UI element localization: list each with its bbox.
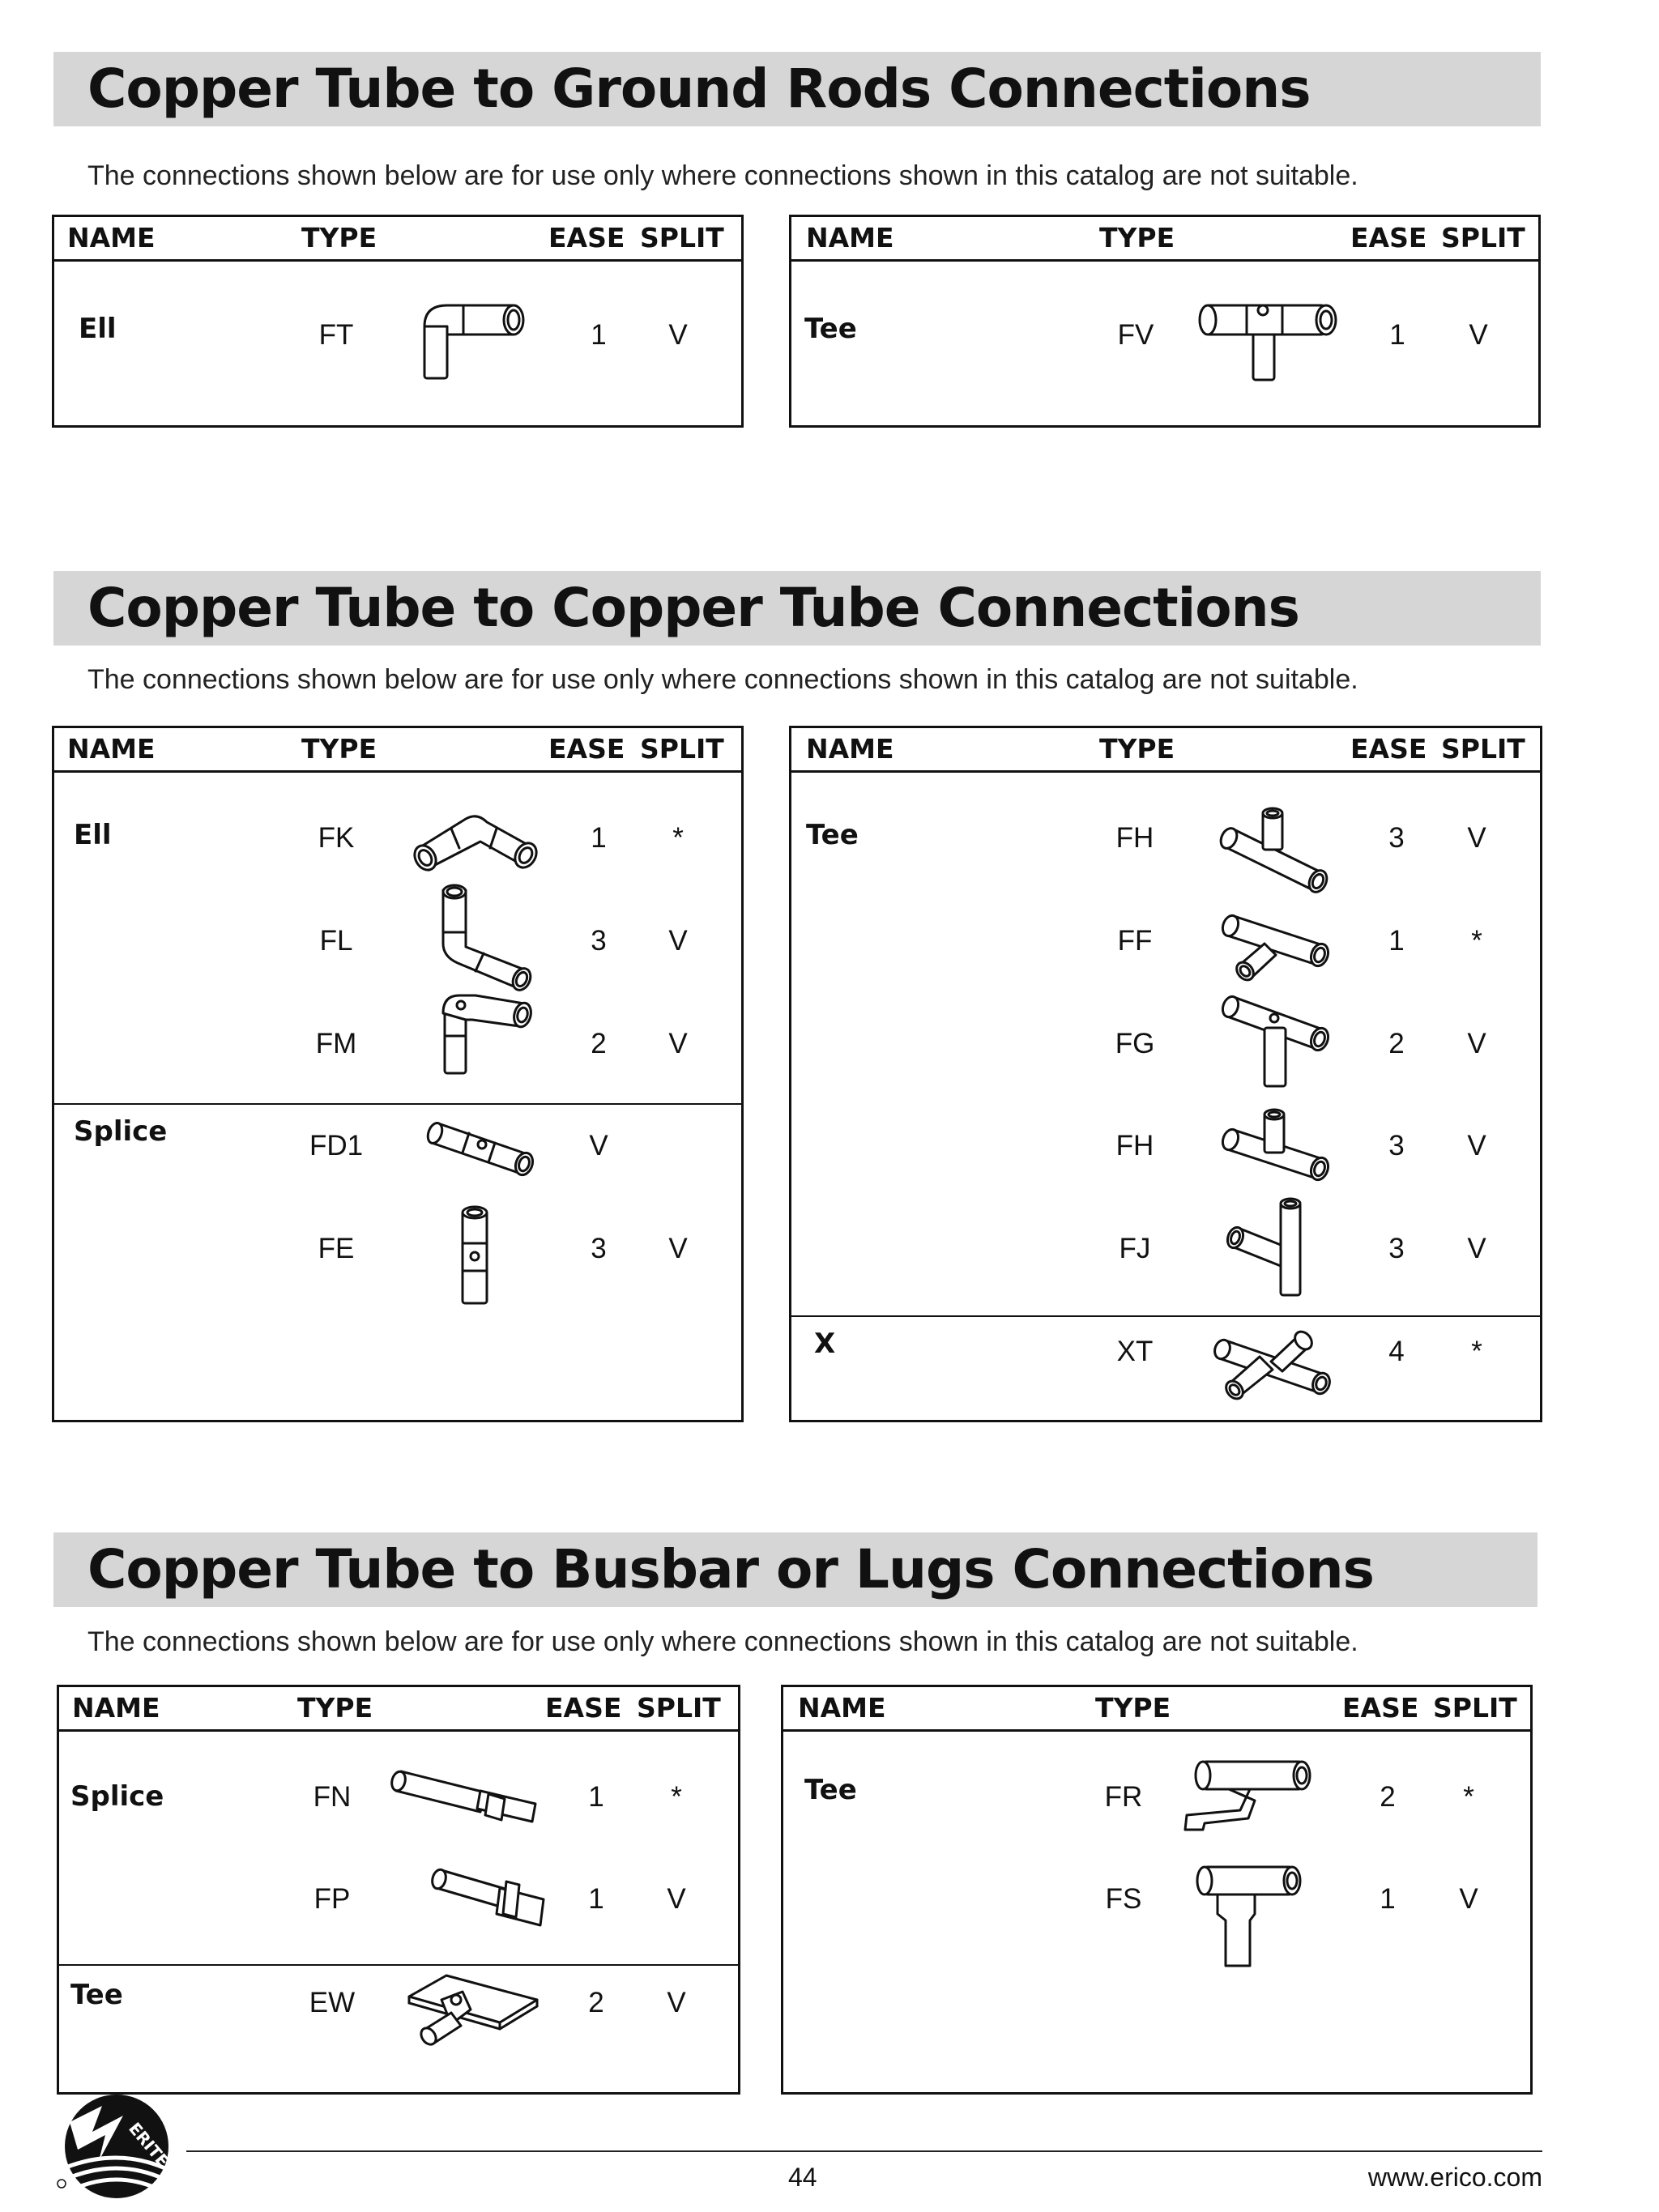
type-cell: FV bbox=[1117, 319, 1154, 351]
column-header-type: TYPE bbox=[1099, 733, 1175, 765]
split-cell: V bbox=[668, 1028, 688, 1059]
split-cell: * bbox=[671, 1781, 682, 1813]
split-cell: * bbox=[672, 822, 684, 854]
elbow-fitting-icon bbox=[409, 801, 539, 874]
section-title-bar bbox=[53, 1532, 1537, 1607]
tee-to-lug-icon bbox=[1180, 1754, 1310, 1835]
type-cell: FK bbox=[318, 822, 355, 854]
column-header-split: SPLIT bbox=[1441, 733, 1525, 765]
tee-fitting-icon bbox=[1222, 986, 1336, 1091]
split-cell: V bbox=[1467, 1028, 1486, 1059]
split-cell: * bbox=[1471, 925, 1482, 957]
ease-cell: 1 bbox=[588, 1883, 604, 1915]
column-header-type: TYPE bbox=[301, 733, 377, 765]
column-header-type: TYPE bbox=[1095, 1692, 1171, 1724]
split-cell: V bbox=[1467, 1130, 1486, 1161]
column-header-name: NAME bbox=[798, 1692, 886, 1724]
tee-fitting-icon bbox=[1222, 1109, 1336, 1190]
connections-table bbox=[52, 215, 744, 428]
type-cell: FF bbox=[1117, 925, 1153, 957]
column-header-split: SPLIT bbox=[637, 1692, 721, 1724]
type-cell: FJ bbox=[1119, 1233, 1151, 1264]
type-cell: FR bbox=[1104, 1781, 1143, 1813]
ease-cell: 1 bbox=[1380, 1883, 1396, 1915]
ease-cell: 4 bbox=[1388, 1336, 1405, 1367]
ease-cell: 3 bbox=[1388, 1130, 1405, 1161]
column-header-name: NAME bbox=[72, 1692, 160, 1724]
tube-to-busbar-icon bbox=[406, 1964, 544, 2053]
type-cell: FD1 bbox=[309, 1130, 364, 1161]
page-number: 44 bbox=[788, 2163, 817, 2192]
type-cell: FN bbox=[313, 1781, 352, 1813]
ease-cell: 2 bbox=[1388, 1028, 1405, 1059]
elbow-fitting-icon bbox=[435, 987, 540, 1076]
type-cell: FM bbox=[315, 1028, 357, 1059]
ease-cell: 3 bbox=[591, 925, 607, 957]
section-note: The connections shown below are for use only where connections shown in this catalog are not suitable. bbox=[87, 160, 1358, 191]
connections-table bbox=[789, 215, 1541, 428]
table-header bbox=[783, 1687, 1530, 1732]
section-note: The connections shown below are for use only where connections shown in this catalog are not suitable. bbox=[87, 1626, 1358, 1657]
table-header bbox=[54, 728, 741, 773]
split-cell: V bbox=[1469, 319, 1488, 351]
type-cell: XT bbox=[1116, 1336, 1154, 1367]
group-name: Splice bbox=[74, 1115, 168, 1148]
tube-to-lug-icon bbox=[390, 1762, 544, 1835]
type-cell: FH bbox=[1115, 822, 1154, 854]
column-header-ease: EASE bbox=[1350, 733, 1427, 765]
group-name: Tee bbox=[806, 819, 859, 851]
logo-text: ERITECH bbox=[125, 2118, 190, 2191]
ease-cell: 3 bbox=[591, 1233, 607, 1264]
cross-fitting-icon bbox=[1214, 1321, 1336, 1402]
ease-cell: 1 bbox=[591, 319, 607, 351]
split-cell: V bbox=[667, 1987, 686, 2018]
ease-cell: 3 bbox=[1388, 822, 1405, 854]
column-header-ease: EASE bbox=[1350, 222, 1427, 254]
ease-cell: V bbox=[589, 1130, 608, 1161]
group-name: Ell bbox=[79, 313, 117, 345]
connections-table bbox=[789, 726, 1542, 1422]
section-title: Copper Tube to Busbar or Lugs Connections bbox=[87, 1538, 1374, 1600]
column-header-name: NAME bbox=[806, 733, 894, 765]
tee-to-lug-icon bbox=[1193, 1857, 1307, 1971]
type-cell: EW bbox=[309, 1987, 356, 2018]
ease-cell: 2 bbox=[1380, 1781, 1396, 1813]
table-header bbox=[791, 728, 1540, 773]
split-cell: * bbox=[1463, 1781, 1474, 1813]
connections-table bbox=[52, 726, 744, 1422]
footer-rule bbox=[186, 2150, 1542, 2152]
group-divider bbox=[54, 1103, 741, 1105]
column-header-type: TYPE bbox=[1099, 222, 1175, 254]
type-cell: FT bbox=[318, 319, 354, 351]
group-name: X bbox=[814, 1328, 836, 1360]
group-name: Tee bbox=[804, 1774, 857, 1806]
tee-fitting-icon bbox=[1222, 905, 1336, 986]
split-cell: V bbox=[668, 1233, 688, 1264]
ease-cell: 1 bbox=[1389, 319, 1405, 351]
tee-fitting-icon bbox=[1198, 294, 1344, 383]
splice-fitting-icon bbox=[451, 1203, 500, 1308]
type-cell: FG bbox=[1115, 1028, 1155, 1059]
elbow-fitting-icon bbox=[427, 882, 540, 995]
section-note: The connections shown below are for use only where connections shown in this catalog are not suitable. bbox=[87, 664, 1358, 695]
column-header-name: NAME bbox=[67, 222, 156, 254]
column-header-name: NAME bbox=[67, 733, 156, 765]
section-title: Copper Tube to Ground Rods Connections bbox=[87, 58, 1311, 120]
ease-cell: 1 bbox=[588, 1781, 604, 1813]
column-header-ease: EASE bbox=[545, 1692, 622, 1724]
type-cell: FS bbox=[1105, 1883, 1142, 1915]
column-header-type: TYPE bbox=[301, 222, 377, 254]
type-cell: FL bbox=[319, 925, 353, 957]
ease-cell: 1 bbox=[1388, 925, 1405, 957]
section-title: Copper Tube to Copper Tube Connections bbox=[87, 577, 1299, 639]
column-header-split: SPLIT bbox=[640, 222, 724, 254]
tee-fitting-icon bbox=[1222, 1196, 1336, 1302]
split-cell: * bbox=[1471, 1336, 1482, 1367]
column-header-split: SPLIT bbox=[1441, 222, 1525, 254]
ease-cell: 3 bbox=[1388, 1233, 1405, 1264]
website-link[interactable]: www.erico.com bbox=[1367, 2163, 1542, 2192]
tee-fitting-icon bbox=[1221, 806, 1334, 895]
connections-table bbox=[57, 1685, 740, 2095]
group-name: Tee bbox=[804, 313, 857, 345]
table-header bbox=[54, 217, 741, 262]
column-header-ease: EASE bbox=[548, 733, 625, 765]
column-header-ease: EASE bbox=[548, 222, 625, 254]
ease-cell: 1 bbox=[591, 822, 607, 854]
group-divider bbox=[59, 1964, 738, 1966]
group-divider bbox=[791, 1315, 1540, 1317]
split-cell: V bbox=[1467, 1233, 1486, 1264]
column-header-split: SPLIT bbox=[1433, 1692, 1517, 1724]
elbow-fitting-icon bbox=[423, 294, 528, 383]
ease-cell: 2 bbox=[591, 1028, 607, 1059]
section-title-bar bbox=[53, 52, 1541, 126]
split-cell: V bbox=[1467, 822, 1486, 854]
eritech-logo bbox=[53, 2090, 190, 2206]
type-cell: FH bbox=[1115, 1130, 1154, 1161]
connections-table bbox=[781, 1685, 1533, 2095]
group-name: Splice bbox=[70, 1780, 164, 1813]
splice-fitting-icon bbox=[427, 1109, 540, 1182]
tube-to-lug-icon bbox=[430, 1860, 552, 1941]
section-title-bar bbox=[53, 571, 1541, 646]
split-cell: V bbox=[668, 319, 688, 351]
column-header-split: SPLIT bbox=[640, 733, 724, 765]
split-cell: V bbox=[667, 1883, 686, 1915]
table-header bbox=[59, 1687, 738, 1732]
group-name: Tee bbox=[70, 1979, 123, 2011]
group-name: Ell bbox=[74, 819, 112, 851]
ease-cell: 2 bbox=[588, 1987, 604, 2018]
column-header-ease: EASE bbox=[1342, 1692, 1419, 1724]
split-cell: V bbox=[668, 925, 688, 957]
type-cell: FP bbox=[313, 1883, 351, 1915]
column-header-type: TYPE bbox=[297, 1692, 373, 1724]
table-header bbox=[791, 217, 1538, 262]
split-cell: V bbox=[1459, 1883, 1478, 1915]
type-cell: FE bbox=[318, 1233, 355, 1264]
column-header-name: NAME bbox=[806, 222, 894, 254]
